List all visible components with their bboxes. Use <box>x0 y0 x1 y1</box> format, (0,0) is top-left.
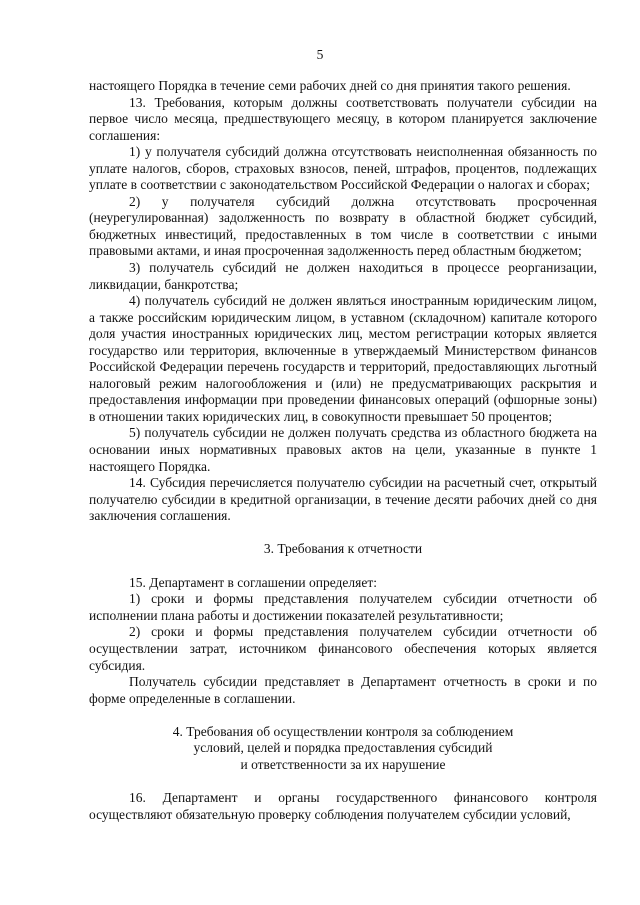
paragraph-15: 15. Департамент в соглашении определяет: <box>129 574 377 590</box>
document-body <box>89 78 597 823</box>
requirement-item-1: 1) у получателя субсидий должна отсутствовать неисполненная обязанность по уплате налогов, сборов, страховых взносов, пеней, штрафов, процентов, подлежащих уплате в соответствии с законодательством Российской Федерации о налогах и сборах; <box>89 144 597 193</box>
paragraph-continuation: настоящего Порядка в течение семи рабочих дней со дня принятия такого решения. <box>89 78 571 93</box>
requirement-item-2: 2) у получателя субсидий должна отсутствовать просроченная (неурегулированная) задолженность по возврату в областной бюджет субсидий, бюджетных инвестиций, предоставленных в том числе в соответствии с иными правовыми актами, и иная просроченная задолженность перед областным бюджетом; <box>89 193 597 259</box>
paragraph-13: 13. Требования, которым должны соответствовать получатели субсидии на первое число месяца, предшествующего месяцу, в котором планируется заключение соглашения: <box>89 94 597 143</box>
reporting-item-1: 1) сроки и формы представления получателем субсидии отчетности об исполнении плана работы и достижении показателей результативности; <box>89 591 597 623</box>
requirement-item-5: 5) получатель субсидии не должен получать средства из областного бюджета на основании иных нормативных правовых актов на цели, указанные в пункте 1 настоящего Порядка. <box>89 425 597 474</box>
paragraph-14: 14. Субсидия перечисляется получателю субсидии на расчетный счет, открытый получателю субсидии в кредитной организации, в течение десяти рабочих дней со дня заключения соглашения. <box>89 475 597 524</box>
page-number: 5 <box>316 47 324 62</box>
section-4-heading-line-1: 4. Требования об осуществлении контроля за соблюдением <box>172 723 514 739</box>
section-3-heading: 3. Требования к отчетности <box>263 541 423 557</box>
paragraph-16: 16. Департамент и органы государственного финансового контроля осуществляют обязательную проверку соблюдения получателем субсидии условий, <box>89 790 597 822</box>
requirement-item-4: 4) получатель субсидий не должен являться иностранным юридическим лицом, а также российским юридическим лицом, в уставном (складочном) капитале которого доля участия иностранных юридических лиц, местом регистрации которых является государство или территория, включенные в утверждаемый Министерством финансов Российской Федерации перечень государств и территорий, предоставляющих льготный налоговый режим налогообложения и (или) не предусматривающих раскрытия и предоставления информации при проведении финансовых операций (офшорные зоны) в отношении таких юридических лиц, в совокупности превышает 50 процентов; <box>89 293 597 424</box>
section-4-heading-line-3: и ответственности за их нарушение <box>240 756 446 772</box>
requirement-item-3: 3) получатель субсидий не должен находиться в процессе реорганизации, ликвидации, банкротства; <box>89 260 597 292</box>
section-4-heading-line-2: условий, целей и порядка предоставления субсидий <box>193 740 493 756</box>
reporting-item-2: 2) сроки и формы представления получателем субсидии отчетности об осуществлении затрат, источником финансового обеспечения которых является субсидия. <box>89 624 597 673</box>
reporting-paragraph: Получатель субсидии представляет в Департамент отчетность в сроки и по форме определенные в соглашении. <box>89 674 597 706</box>
